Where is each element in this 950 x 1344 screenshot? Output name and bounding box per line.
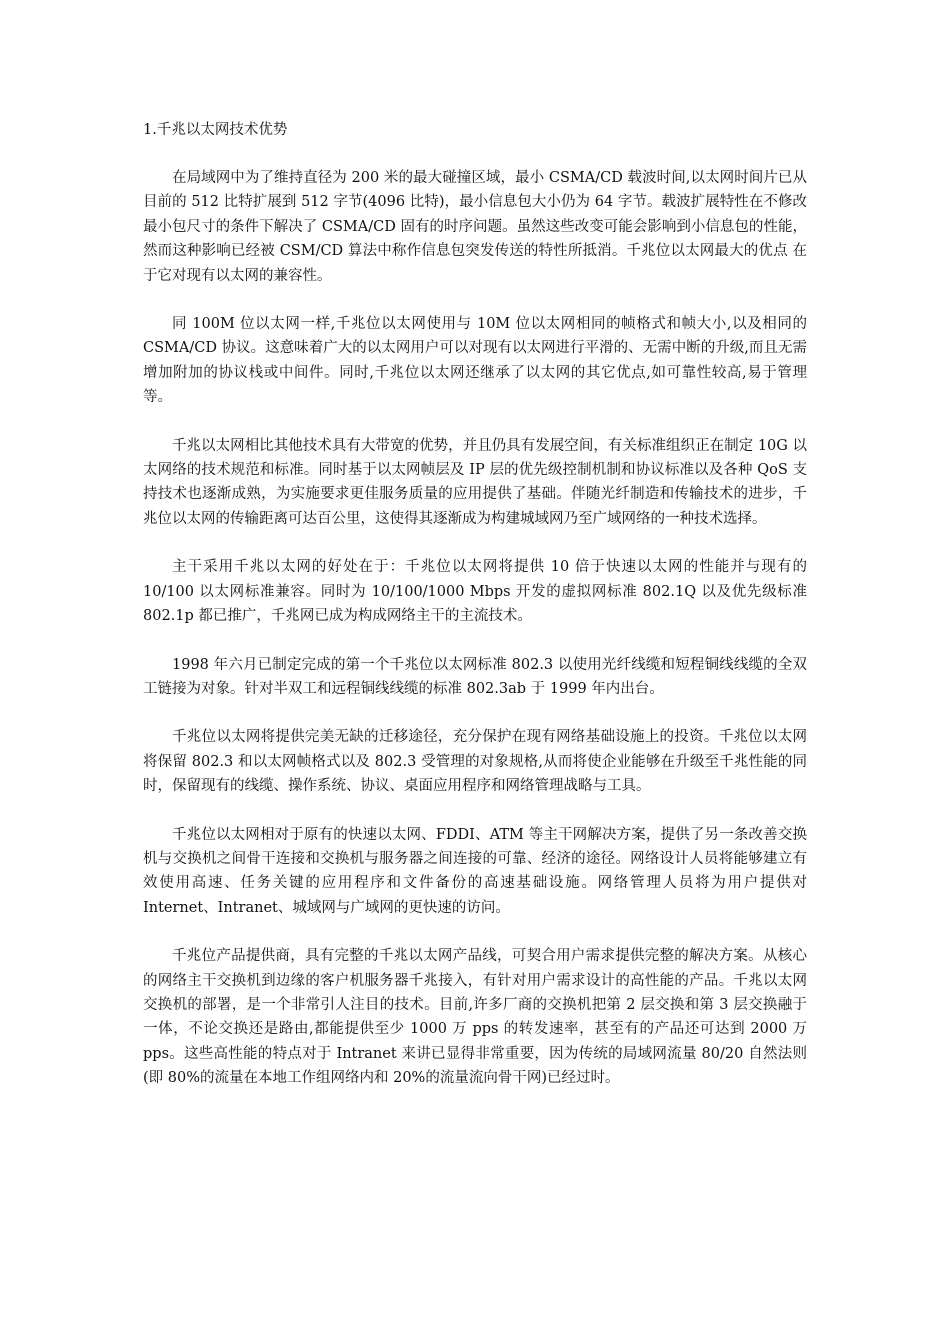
paragraph-bandwidth: 千兆以太网相比其他技术具有大带宽的优势，并且仍具有发展空间，有关标准组织正在制定 10G 以太网络的技术规范和标准。同时基于以太网帧层及 IP 层的优先级控制机制和协议标准以及各种 QoS 支持技术也逐渐成熟，为实施要求更佳服务质量的应用提供了基础。伴随光纤制造和传输技术的进步，千兆位以太网的传输距离可达百公里，这使得其逐渐成为构建城域网乃至广域网络的一种技术选择。 xyxy=(143,437,807,527)
paragraph-alternatives: 千兆位以太网相对于原有的快速以太网、FDDI、ATM 等主干网解决方案，提供了另一条改善交换机与交换机之间骨干连接和交换机与服务器之间连接的可靠、经济的途径。网络设计人员将能够建立有效使用高速、任务关键的应用程序和文件备份的高速基础设施。网络管理人员将为用户提供对 Internet、Intranet、城域网与广域网的更快速的访问。 xyxy=(143,826,807,916)
paragraph-compatibility: 同 100M 位以太网一样,千兆位以太网使用与 10M 位以太网相同的帧格式和帧大小,以及相同的 CSMA/CD 协议。这意味着广大的以太网用户可以对现有以太网进行平滑的、无需中断的升级,而且无需增加附加的协议栈或中间件。同时,千兆位以太网还继承了以太网的其它优点,如可靠性较高,易于管理等。 xyxy=(143,316,807,406)
paragraph-products: 千兆位产品提供商，具有完整的千兆以太网产品线，可契合用户需求提供完整的解决方案。从核心的网络主干交换机到边缘的客户机服务器千兆接入，有针对用户需求设计的高性能的产品。千兆以太网交换机的部署，是一个非常引人注目的技术。目前,许多厂商的交换机把第 2 层交换和第 3 层交换融于一体，不论交换还是路由,都能提供至少 1000 万 pps 的转发速率，甚至有的产品还可达到 2000 万 pps。这些高性能的特点对于 Intranet 来讲已显得非常重要，因为传统的局域网流量 80/20 自然法则(即 80%的流量在本地工作组网络内和 20%的流量流向骨干网)已经过时。 xyxy=(143,948,807,1087)
paragraph-standards: 1998 年六月已制定完成的第一个千兆位以太网标准 802.3 以使用光纤线缆和短程铜线线缆的全双工链接为对象。针对半双工和远程铜线线缆的标准 802.3ab 于 1999 年内出台。 xyxy=(143,656,807,697)
paragraph-csma-cd: 在局域网中为了维持直径为 200 米的最大碰撞区域，最小 CSMA/CD 载波时间,以太网时间片已从目前的 512 比特扩展到 512 字节(4096 比特)，最小信息包大小仍为 64 字节。载波扩展特性在不修改最小包尺寸的条件下解决了 CSMA/CD 固有的时序问题。虽然这些改变可能会影响到小信息包的性能，然而这种影响已经被 CSM/CD 算法中称作信息包突发传送的特性所抵消。千兆位以太网最大的优点 在于它对现有以太网的兼容性。 xyxy=(143,170,807,284)
section-heading: 1.千兆以太网技术优势 xyxy=(143,122,288,138)
document-page xyxy=(143,118,807,1115)
paragraph-backbone: 主干采用千兆以太网的好处在于：千兆位以太网将提供 10 倍于快速以太网的性能并与现有的 10/100 以太网标准兼容。同时为 10/100/1000 Mbps 开发的虚拟网标准 802.1Q 以及优先级标准 802.1p 都已推广，千兆网已成为构成网络主干的主流技术。 xyxy=(143,559,807,625)
paragraph-migration: 千兆位以太网将提供完美无缺的迁移途径，充分保护在现有网络基础设施上的投资。千兆位以太网将保留 802.3 和以太网帧格式以及 802.3 受管理的对象规格,从而将使企业能够在升级至千兆性能的同时，保留现有的线缆、操作系统、协议、桌面应用程序和网络管理战略与工具。 xyxy=(143,729,807,795)
